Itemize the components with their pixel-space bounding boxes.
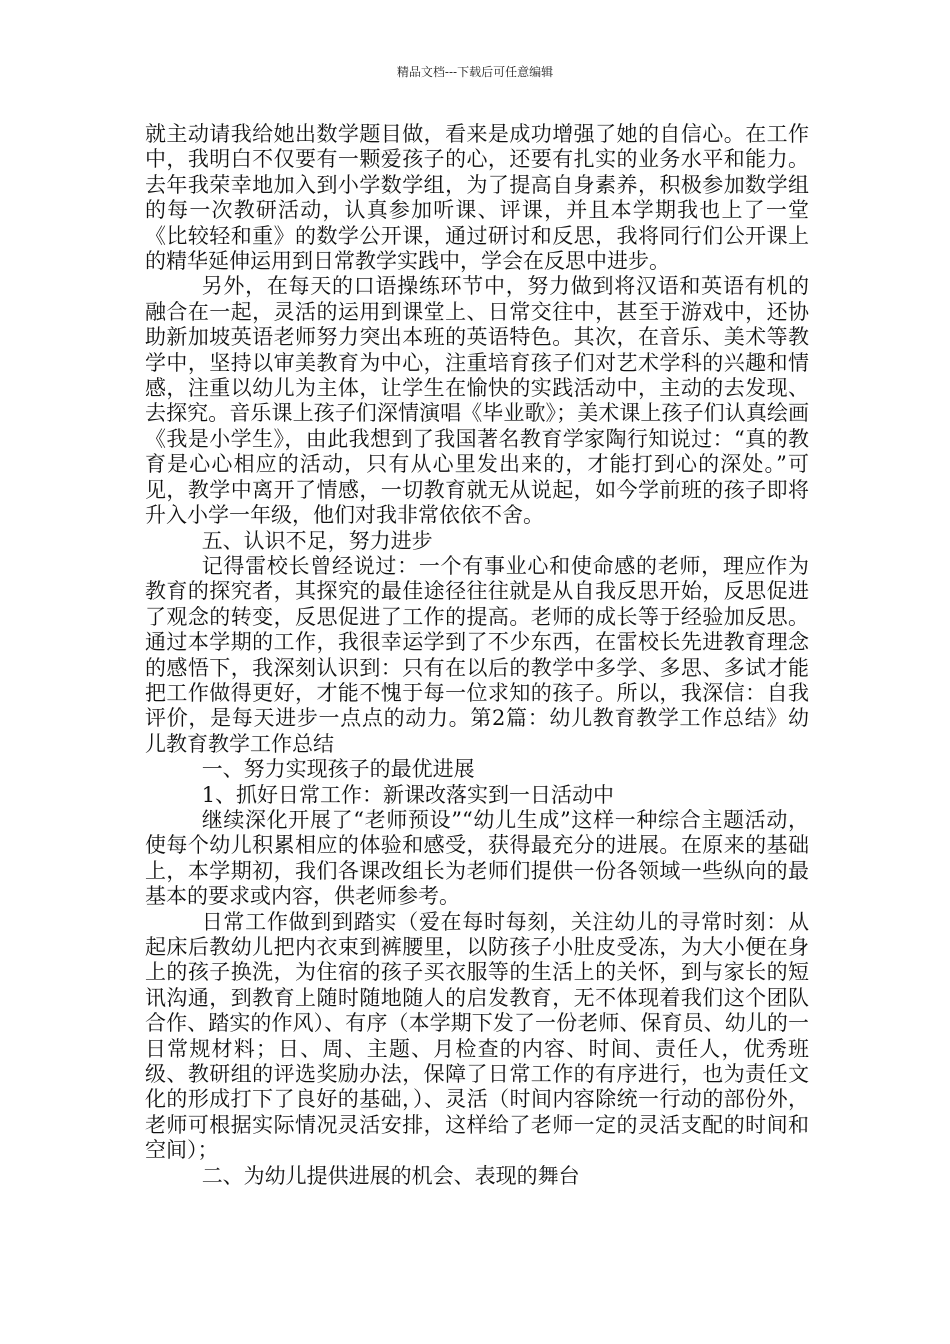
paragraph-continuation: 就主动请我给她出数学题目做，看来是成功增强了她的自信心。在工作中，我明白不仅要有一颗爱孩子的心，还要有扎实的业务水平和能力。去年我荣幸地加入到小学数学组，为了提高自身素养，积极参加数学组的每一次教研活动，认真参加听课、评课，并且本学期我也上了一堂《比较轻和重》的数学公开课，通过研讨和反思，我将同行们公开课上的精华延伸运用到日常教学实践中，学会在反思中进步。	[145, 122, 809, 274]
paragraph-daily-routine: 日常工作做到到踏实（爱在每时每刻，关注幼儿的寻常时刻：从起床后教幼儿把内衣束到裤腰里，以防孩子小肚皮受冻，为大小便在身上的孩子换洗，为住宿的孩子买衣服等的生活上的关怀，到与家长的短讯沟通，到教育上随时随地随人的启发教育，无不体现着我们这个团队合作、踏实的作风）、有序（本学期下发了一份老师、保育员、幼儿的一日常规材料；日、周、主题、月检查的内容、时间、责任人，优秀班级、教研组的评选奖励办法，保障了日常工作的有序进行，也为责任文化的形成打下了良好的基础，）、灵活（时间内容除统一行动的部份外，老师可根据实际情况灵活安排，这样给了老师一定的灵活支配的时间和空间）；	[145, 909, 809, 1163]
paragraph-theme-activities: 继续深化开展了“老师预设”“幼儿生成”这样一种综合主题活动，使每个幼儿积累相应的体验和感受，获得最充分的进展。在原来的基础上，本学期初，我们各课改组长为老师们提供一份各领域一些纵向的最基本的要求或内容，供老师参考。	[145, 807, 809, 909]
page-header: 精品文档---下载后可任意编辑	[396, 65, 554, 79]
paragraph-teaching-activities: 另外，在每天的口语操练环节中，努力做到将汉语和英语有机的融合在一起，灵活的运用到课堂上、日常交往中，甚至于游戏中，还协助新加坡英语老师努力突出本班的英语特色。其次，在音乐、美术等教学中，坚持以审美教育为中心，注重培育孩子们对艺术学科的兴趣和情感，注重以幼儿为主体，让学生在愉快的实践活动中，主动的去发现、去探究。音乐课上孩子们深情演唱《毕业歌》；美术课上孩子们认真绘画《我是小学生》，由此我想到了我国著名教育学家陶行知说过：“真的教育是心心相应的活动，只有从心里发出来的，才能打到心的深处。”可见，教学中离开了情感，一切教育就无从说起，如今学前班的孩子即将升入小学一年级，他们对我非常依依不舍。	[145, 274, 809, 528]
paragraph-self-reflection: 记得雷校长曾经说过：一个有事业心和使命感的老师，理应作为教育的探究者，其探究的最佳途径往往就是从自我反思开始，反思促进了观念的转变，反思促进了工作的提高。老师的成长等于经验加反思。通过本学期的工作，我很幸运学到了不少东西，在雷校长先进教育理念的感悟下，我深刻认识到：只有在以后的教学中多学、多思、多试才能把工作做得更好，才能不愧于每一位求知的孩子。所以，我深信：自我评价，是每天进步一点点的动力。第2篇：幼儿教育教学工作总结》幼儿教育教学工作总结	[145, 553, 809, 756]
subheading-daily-work: 1、抓好日常工作：新课改落实到一日活动中	[201, 782, 615, 807]
document-body	[145, 122, 809, 1189]
section-heading-2: 二、为幼儿提供进展的机会、表现的舞台	[201, 1163, 580, 1188]
section-heading-5: 五、认识不足，努力进步	[201, 528, 433, 553]
section-heading-1: 一、努力实现孩子的最优进展	[201, 757, 475, 782]
